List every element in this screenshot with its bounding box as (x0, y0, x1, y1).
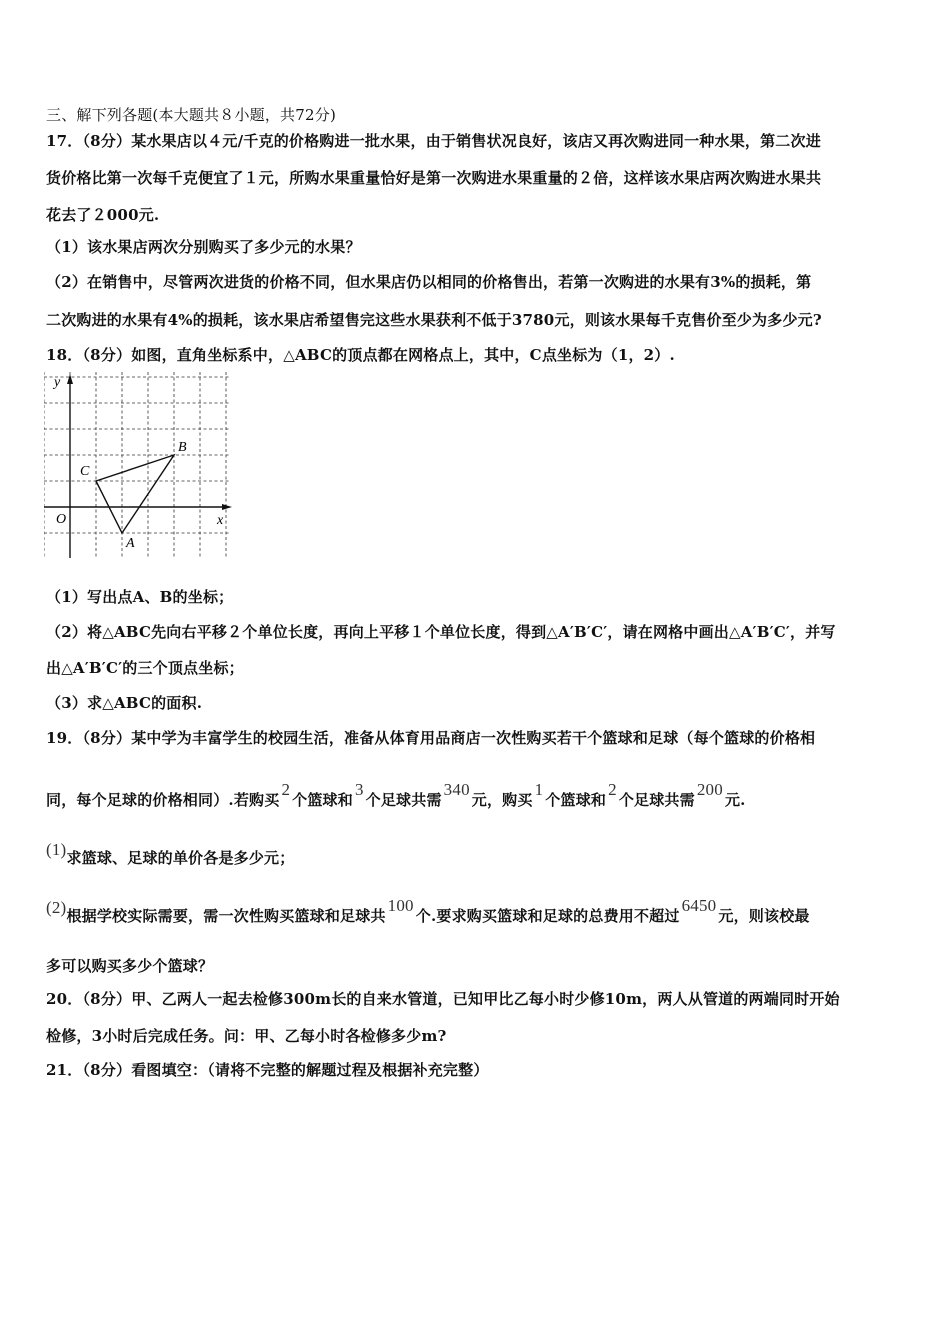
triangle-abc (96, 455, 174, 533)
q20-line2: 检修，3小时后完成任务。问：甲、乙每小时各检修多少m? (46, 1027, 447, 1045)
grid-lines (44, 372, 230, 558)
x-axis-arrow (222, 504, 232, 510)
q18-sub2-line1: （2）将△ABC先向右平移２个单位长度，再向上平移１个单位长度，得到△A′B′C′，请在网格中画出△A′B′C′，并写 (46, 623, 836, 641)
q20-line1: 20．（8分）甲、乙两人一起去检修300m长的自来水管道，已知甲比乙每小时少修10m，两人从管道的两端同时开始 (46, 990, 840, 1008)
q17-line2: 货价格比第一次每千克便宜了１元，所购水果重量恰好是第一次购进水果重量的２倍，这样该水果店两次购进水果共 (46, 169, 822, 187)
q21-line1: 21．（8分）看图填空：（请将不完整的解题过程及根据补充完整） (46, 1061, 489, 1079)
coordinate-grid-figure (44, 372, 234, 558)
q19-value: 340 (443, 780, 470, 799)
q19-sub2-label: (2) (46, 898, 67, 917)
q19-text: 个.要求购买篮球和足球的总费用不超过 (415, 907, 680, 925)
q17-sub2-line2: 二次购进的水果有4%的损耗，该水果店希望售完这些水果获利不低于3780元，则该水果每千克售价至少为多少元? (46, 311, 822, 329)
q19-line2 (46, 780, 746, 810)
point-c-label: C (80, 464, 90, 479)
q18-intro: 18．（8分）如图，直角坐标系中，△ABC的顶点都在网格点上，其中，C点坐标为（1，2）. (46, 346, 675, 364)
q19-text: 元. (724, 791, 746, 809)
q17-line1: 17．（8分）某水果店以４元/千克的价格购进一批水果，由于销售状况良好，该店又再次购进同一种水果，第二次进 (46, 132, 821, 150)
q19-text: 同，每个足球的价格相同）.若购买 (46, 791, 280, 809)
q19-value: 100 (387, 896, 414, 915)
q19-line1: 19．（8分）某中学为丰富学生的校园生活，准备从体育用品商店一次性购买若干个篮球和足球（每个篮球的价格相 (46, 729, 816, 747)
q19-text: 个篮球和 (292, 791, 353, 809)
q19-sub2-line2: 多可以购买多少个篮球？ (46, 957, 214, 975)
q17-sub1: （1）该水果店两次分别购买了多少元的水果？ (46, 238, 361, 256)
q19-text: 元，则该校最 (718, 907, 810, 925)
point-a-label: A (126, 536, 135, 551)
q18-sub3: （3）求△ABC的面积. (46, 694, 203, 712)
origin-label: O (56, 512, 67, 527)
q18-sub2-line2: 出△A′B′C′的三个顶点坐标； (46, 659, 244, 677)
q19-text: 元，购买 (471, 791, 533, 809)
q19-sub1-text: 求篮球、足球的单价各是多少元； (66, 849, 295, 867)
q19-value: 2 (608, 780, 617, 799)
q19-text: 个篮球和 (545, 791, 607, 809)
q17-sub2-line1: （2）在销售中，尽管两次进货的价格不同，但水果店仍以相同的价格售出，若第一次购进的水果有3%的损耗，第 (46, 273, 812, 291)
q19-sub1 (46, 840, 295, 868)
section-header: 三、解下列各题(本大题共８小题，共72分) (46, 106, 336, 124)
point-b-label: B (178, 440, 187, 455)
q19-value: 2 (281, 780, 291, 799)
q19-text: 根据学校实际需要，需一次性购买篮球和足球共 (66, 907, 386, 925)
q17-line3: 花去了２000元. (46, 206, 160, 224)
q18-sub1: （1）写出点A、B的坐标； (46, 588, 234, 606)
q19-text: 个足球共需 (618, 791, 695, 809)
q19-value: 200 (696, 780, 723, 799)
q19-sub2 (46, 896, 810, 926)
q19-value: 3 (354, 780, 364, 799)
q19-value: 1 (534, 780, 544, 799)
x-axis-label: x (217, 513, 224, 528)
y-axis-label: y (54, 375, 61, 390)
y-axis-arrow (67, 374, 73, 384)
q19-sub1-label: (1) (46, 840, 67, 859)
q19-value: 6450 (681, 896, 717, 915)
q19-text: 个足球共需 (365, 791, 442, 809)
